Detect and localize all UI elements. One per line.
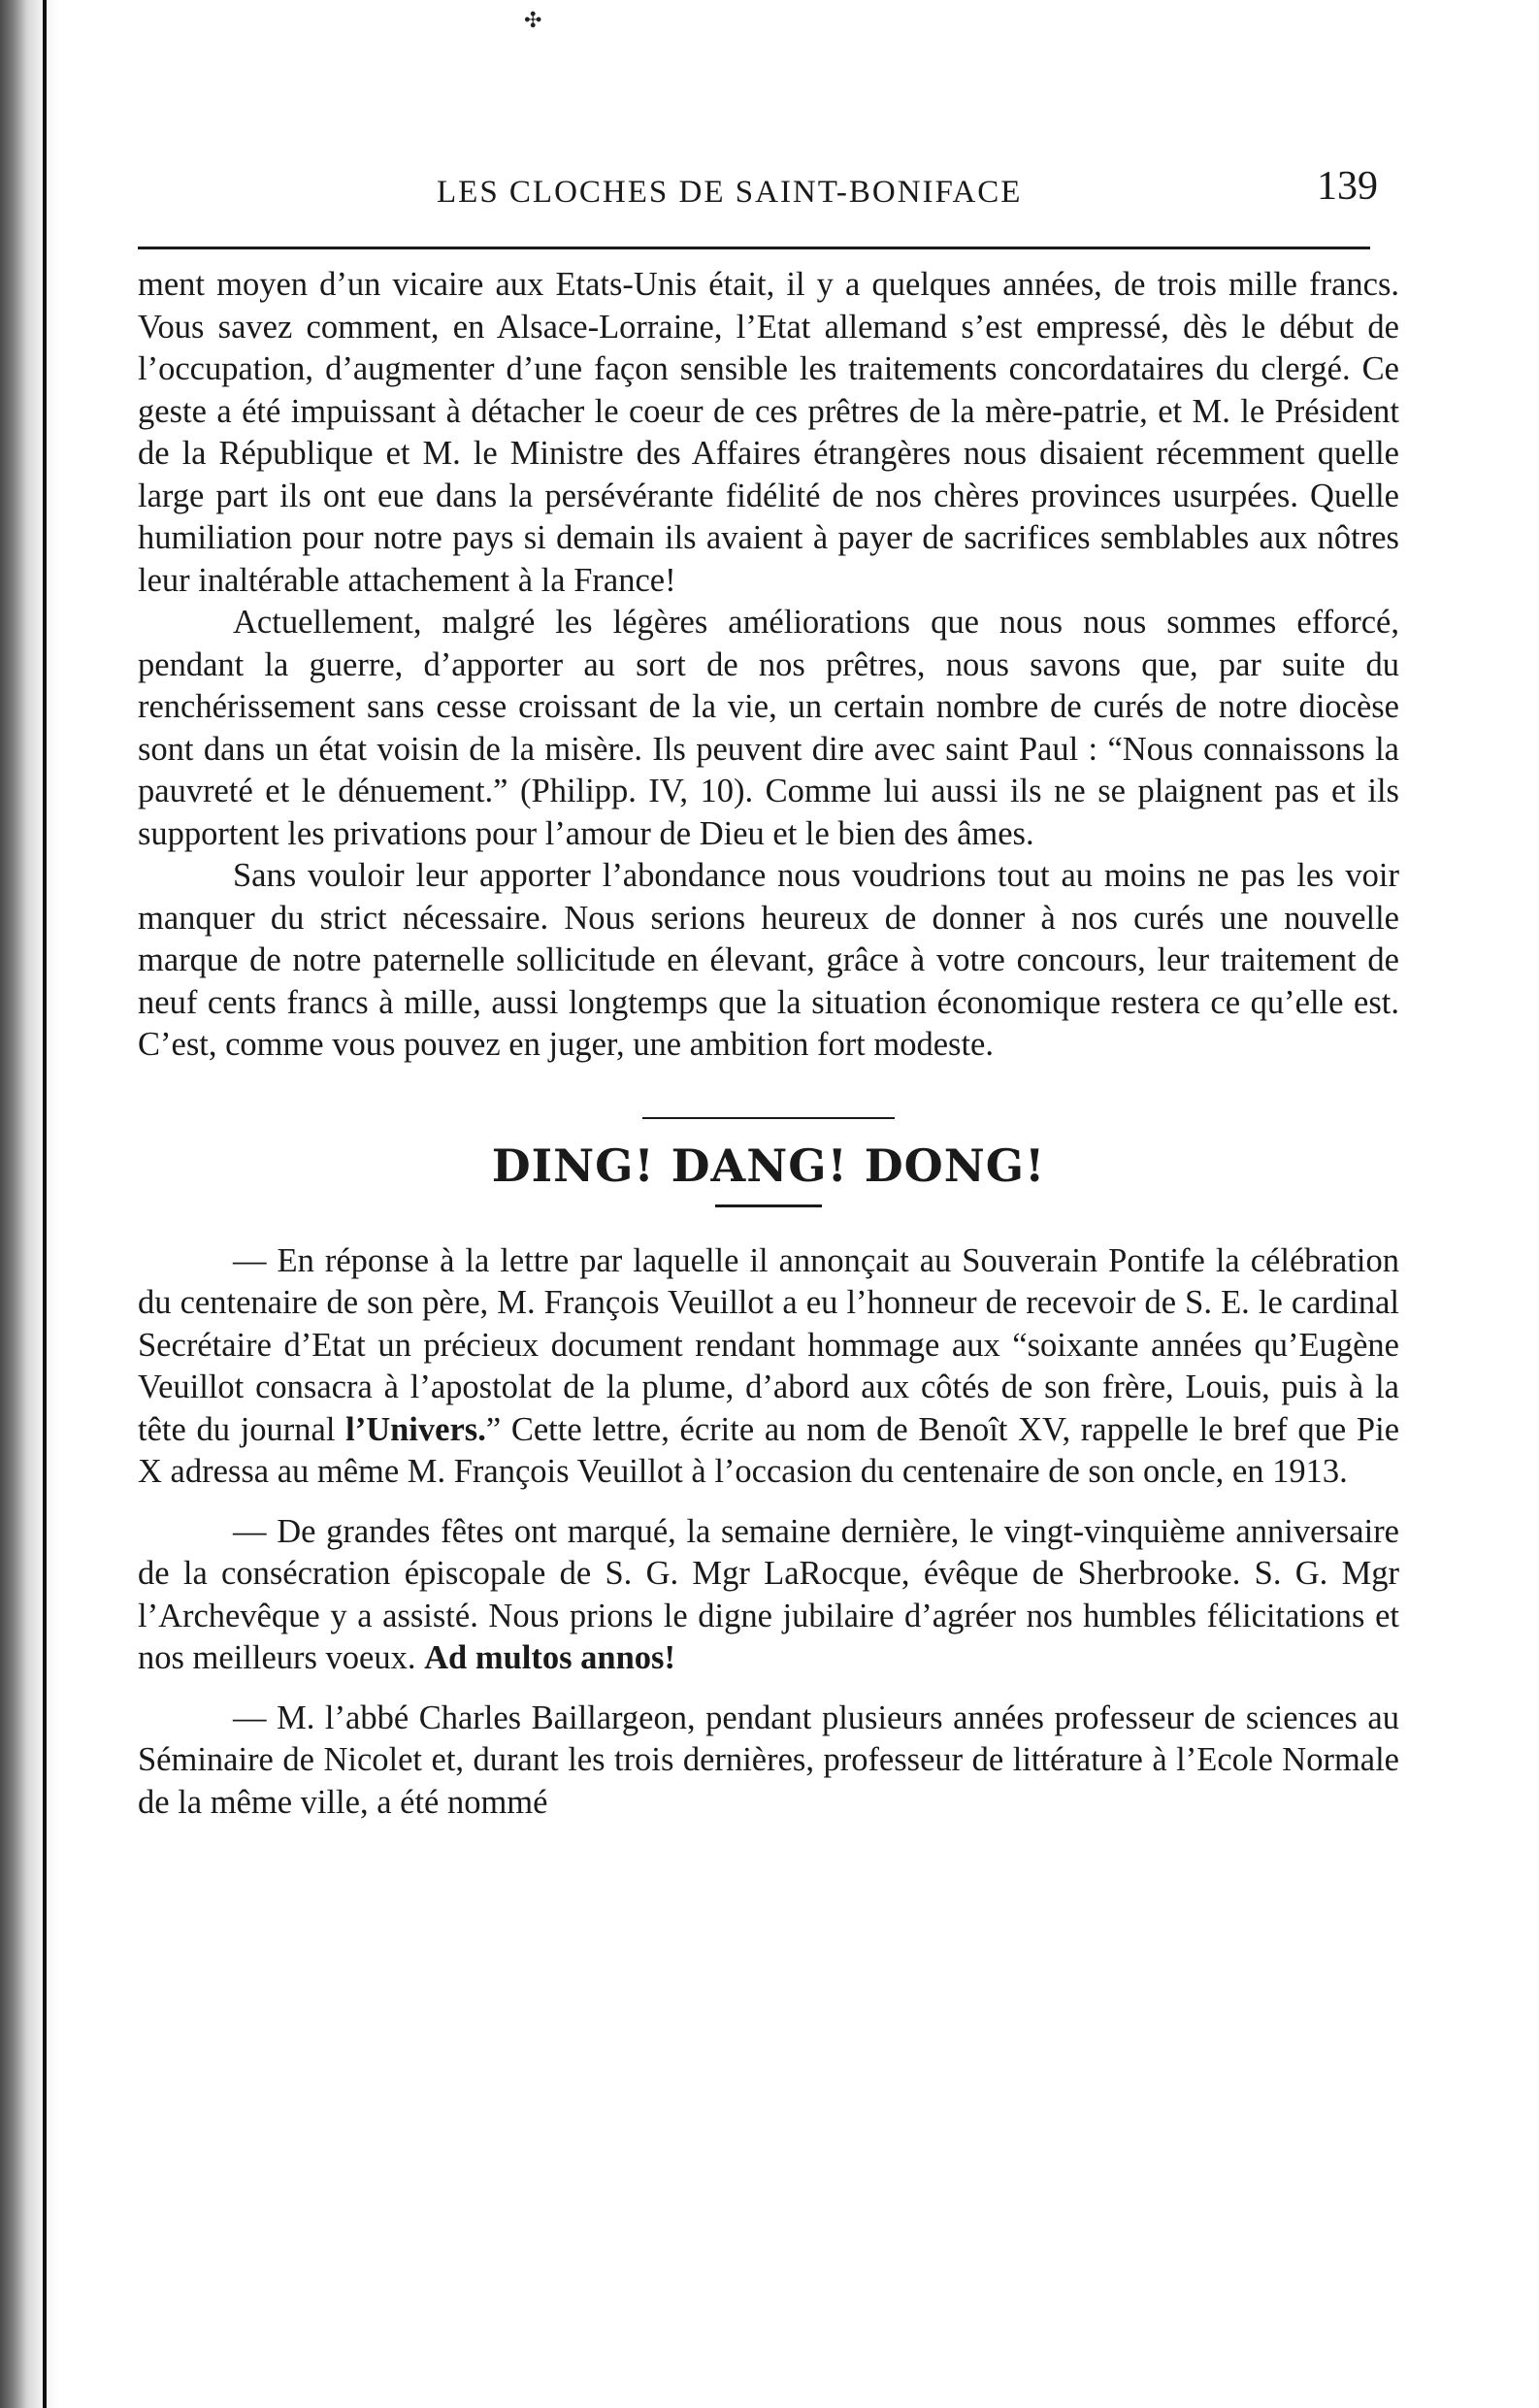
news-text: ” Cette lettre, écrite au nom de Benoît XV, rappelle le bref que Pie X adressa au même M. François Veuillot à l’occasion du centenaire de son oncle, en 1913. [138,1410,1400,1490]
paragraph-priests: Actuellement, malgré les légères améliorations que nous nous sommes efforcé, pendant la guerre, d’apporter au sort de nos prêtres, nous savons que, par suite du renchérissement sans cesse croissant de la vie, un certain nombre de curés de notre diocèse sont dans un état voisin de la misère. Ils peuvent dire avec saint Paul : “Nous connaissons la pauvreté et le dénuement.” (Philipp. IV, 10). Comme lui aussi ils ne se plaignent pas et ils supportent les privations pour l’amour de Dieu et le bien des âmes. [138,604,1399,852]
page-number: 139 [1317,164,1378,209]
paragraph-continuation: ment moyen d’un vicaire aux Etats-Unis était, il y a quelques années, de trois mille francs. Vous savez comment, en Alsace-Lorraine, l’Etat allemand s’est empressé, dès le début de l’occupation, d’augmenter d’une façon sensible les traitements concordataires du clergé. Ce geste a été impuissant à détacher le coeur de ces prêtres de la mère-patrie, et M. le Président de la République et M. le Ministre des Affaires étrangères nous disaient récemment quelle large part ils ont eue dans la persévérante fidélité de nos chères provinces usurpées. Quelle humiliation pour notre pays si demain ils avaient à payer de sacrifices semblables aux nôtres leur inaltérable attachement à la France! [138,266,1399,599]
news-text: — En réponse à la lettre par laquelle il annonçait au Souverain Pontife la célébration du centenaire de son père, M. François Veuillot a eu l’honneur de recevoir de S. E. le cardinal Secrétaire d’Etat un précieux document rendant hommage aux “soixante années qu’Eugène Veuillot consacra à l’apostolat de la plume, d’abord aux côtés de son frère, Louis, puis à la tête du journal [138,1241,1399,1448]
page-body [138,264,1399,1824]
latin-wish: Ad multos annos! [424,1639,675,1676]
news-item-baillargeon: — M. l’abbé Charles Baillargeon, pendant plusieurs années professeur de sciences au Séminaire de Nicolet et, durant les trois dernières, professeur de littérature à l’Ecole Normale de la même ville, a été nommé [138,1699,1399,1821]
header-rule [138,247,1370,249]
news-item-veuillot [138,1240,1399,1494]
running-head: LES CLOCHES DE SAINT-BONIFACE [437,175,1023,210]
binding-shadow-line [43,0,47,2408]
page-header [136,163,1378,221]
ink-speck: ✣ [524,8,542,32]
news-item-larocque [138,1511,1399,1680]
section-divider-bottom [715,1204,822,1207]
news-text: — De grandes fêtes ont marqué, la semaine dernière, le vingt-vinquième anniversaire de la consécration épiscopale de S. G. Mgr LaRocque, évêque de Sherbrooke. S. G. Mgr l’Archevêque y a assisté. Nous prions le digne jubilaire d’agréer nos humbles félicitations et nos meilleurs voeux. [138,1512,1399,1676]
journal-title: l’Univers. [345,1410,486,1448]
section-divider-top [642,1117,895,1119]
section-title: DING! DANG! DONG! [491,1138,1046,1192]
binding-edge [0,0,60,2408]
paragraph-salary: Sans vouloir leur apporter l’abondance nous voudrions tout au moins ne pas les voir manquer du strict nécessaire. Nous serions heureux de donner à nos curés une nouvelle marque de notre paternelle sollicitude en élevant, grâce à votre concours, leur traitement de neuf cents francs à mille, aussi longtemps que la situation économique restera ce qu’elle est. C’est, comme vous pouvez en juger, une ambition fort modeste. [138,857,1399,1063]
